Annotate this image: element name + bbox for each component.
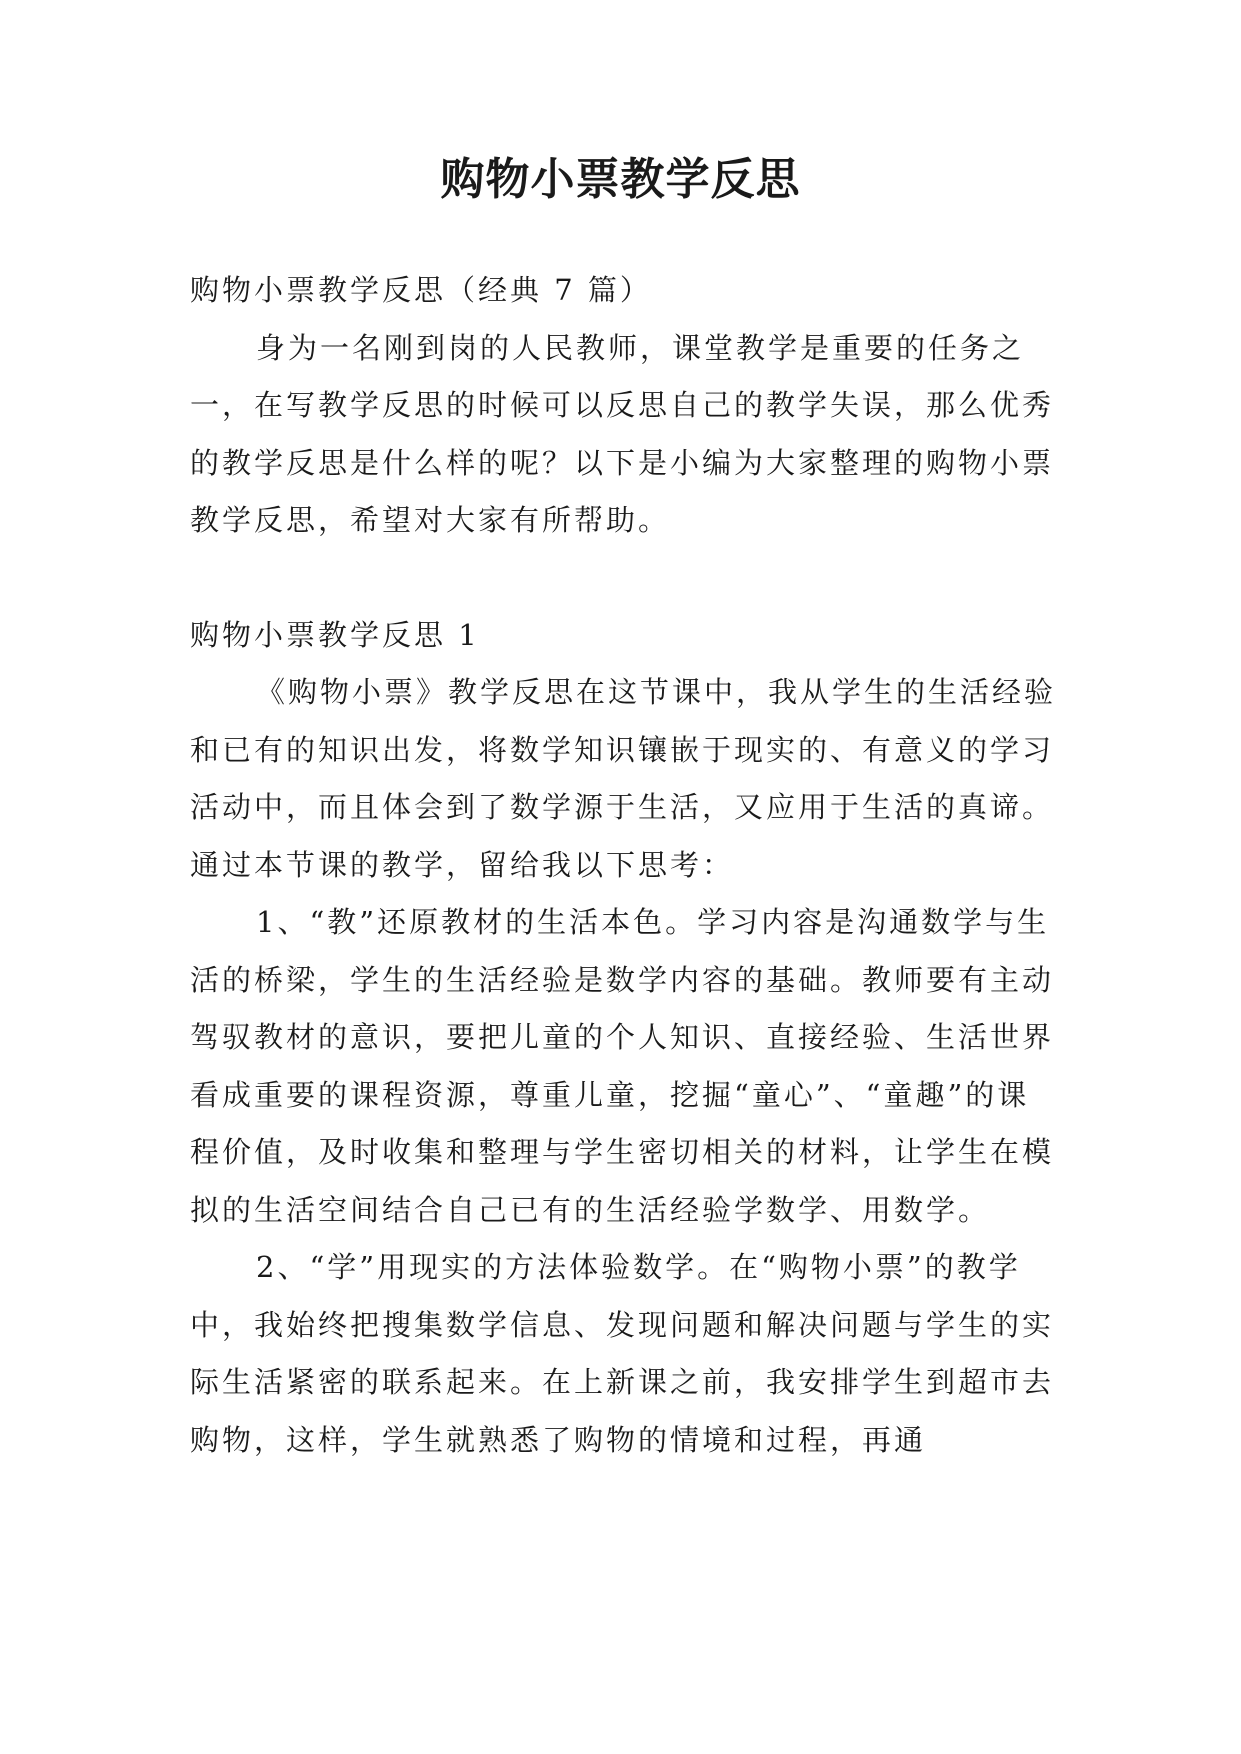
paragraph-spacer xyxy=(190,550,1060,607)
intro-paragraph: 身为一名刚到岗的人民教师，课堂教学是重要的任务之一，在写教学反思的时候可以反思自己的教学失误，那么优秀的教学反思是什么样的呢？以下是小编为大家整理的购物小票教学反思，希望对大家有所帮助。 xyxy=(190,330,1055,537)
body-paragraph: 2、“学”用现实的方法体验数学。在“购物小票”的教学中，我始终把搜集数学信息、发现问题和解决问题与学生的实际生活紧密的联系起来。在上新课之前，我安排学生到超市去购物，这样，学生就熟悉了购物的情境和过程，再通 xyxy=(190,1250,1055,1457)
document-subtitle: 购物小票教学反思（经典 7 篇） xyxy=(190,273,652,307)
section-heading: 购物小票教学反思 1 xyxy=(190,617,480,652)
document-title: 购物小票教学反思 xyxy=(440,154,801,205)
document-body xyxy=(190,262,1060,1469)
body-paragraph: 《购物小票》教学反思在这节课中，我从学生的生活经验和已有的知识出发，将数学知识镶嵌于现实的、有意义的学习活动中，而且体会到了数学源于生活，又应用于生活的真谛。通过本节课的教学，留给我以下思考： xyxy=(190,675,1057,882)
body-paragraph: 1、“教”还原教材的生活本色。学习内容是沟通数学与生活的桥梁，学生的生活经验是数学内容的基础。教师要有主动驾驭教材的意识，要把儿童的个人知识、直接经验、生活世界看成重要的课程资源，尊重儿童，挖掘“童心”、“童趣”的课程价值，及时收集和整理与学生密切相关的材料，让学生在模拟的生活空间结合自己已有的生活经验学数学、用数学。 xyxy=(190,905,1055,1227)
